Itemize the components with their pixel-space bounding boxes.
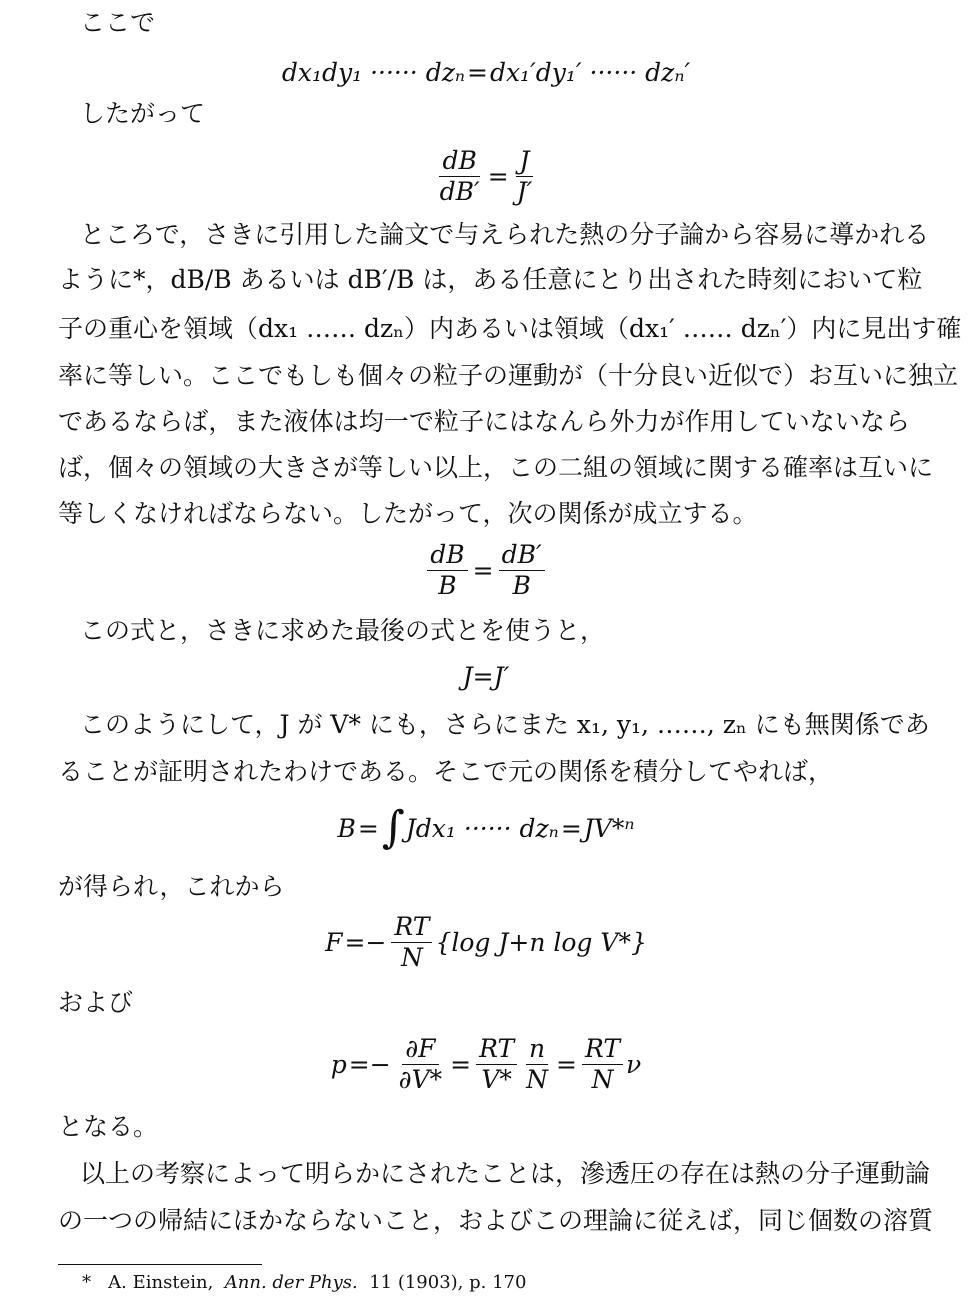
footnote-reference: 11 (1903), p. 170	[369, 1272, 527, 1293]
text-line: このようにして，J が V* にも，さらにまた x₁, y₁, ……, zₙ にも無関係であ	[80, 710, 930, 739]
text-line: および	[58, 988, 134, 1017]
denominator: N	[526, 1064, 549, 1094]
numerator: n	[526, 1035, 548, 1065]
denominator: N	[401, 942, 423, 972]
eq-sign: =	[450, 1049, 472, 1079]
fraction	[523, 1035, 551, 1094]
denominator: B	[438, 570, 457, 600]
denominator: B	[512, 570, 531, 600]
equation-integral-B	[0, 798, 972, 858]
numerator: dB	[427, 541, 467, 571]
equation-probability-equality	[0, 538, 972, 602]
eq-sign: =	[556, 1049, 577, 1079]
numerator: ∂F	[402, 1035, 438, 1065]
text-line: であるならば，また液体は均一で粒子にはなんら外力が作用していないなら	[58, 407, 910, 436]
equation-J-equals-Jprime	[0, 656, 972, 696]
footnote	[82, 1271, 526, 1295]
eq-term: JV*ⁿ	[583, 813, 635, 843]
fraction	[476, 1035, 517, 1094]
numerator: RT	[391, 913, 432, 943]
denominator: J′	[516, 176, 533, 206]
text-line: ように*，dB/B あるいは dB′/B は，ある任意にとり出された時刻において粒	[58, 265, 923, 294]
fraction	[499, 541, 545, 600]
eq-term: ν	[626, 1049, 642, 1079]
eq-sign: =	[487, 161, 509, 191]
denominator: dB′	[439, 176, 480, 206]
text-line: したがって	[80, 99, 206, 128]
footnote-rule	[58, 1264, 262, 1265]
eq-sign: =	[467, 57, 488, 87]
footnote-author: A. Einstein,	[108, 1272, 214, 1293]
eq-sign: =−	[344, 927, 387, 957]
footnote-journal: Ann. der Phys.	[224, 1272, 358, 1293]
equation-volume-elements	[0, 52, 972, 92]
integral-sign: ∫	[381, 802, 405, 853]
numerator: J	[516, 147, 532, 177]
text-line: となる。	[58, 1112, 159, 1141]
text-line: 率に等しい。ここでもしも個々の粒子の運動が（十分良い近似で）お互いに独立	[58, 361, 959, 390]
numerator: RT	[476, 1035, 517, 1065]
fraction	[391, 913, 432, 972]
fraction	[514, 147, 536, 206]
eq-term: {log J+n log V*}	[435, 927, 647, 957]
text-line: この式と，さきに求めた最後の式とを使うと，	[80, 616, 606, 645]
eq-term: p	[330, 1049, 347, 1079]
text-line: ることが証明されたわけである。そこで元の関係を積分してやれば，	[58, 757, 834, 786]
text-line: の一つの帰結にほかならないこと，およびこの理論に従えば，同じ個数の溶質	[58, 1206, 934, 1235]
text-line: ば，個々の領域の大きさが等しい以上，この二組の領域に関する確率は互いに	[58, 453, 934, 482]
text-line: ここで	[80, 8, 156, 37]
text-line: 以上の考察によって明らかにされたことは，滲透圧の存在は熱の分子運動論	[80, 1159, 931, 1188]
footnote-marker: *	[82, 1272, 91, 1293]
numerator: dB′	[499, 541, 545, 571]
equation-dB-ratio-J	[0, 144, 972, 208]
eq-term: B	[337, 813, 356, 843]
eq-sign: =	[560, 813, 582, 843]
fraction	[427, 541, 467, 600]
eq-term: F	[325, 927, 343, 957]
fraction	[582, 1035, 623, 1094]
eq-term: dx₁′dy₁′ ······ dzₙ′	[489, 57, 691, 87]
text-line: が得られ，これから	[58, 872, 285, 901]
numerator: RT	[582, 1035, 623, 1065]
text-line: 子の重心を領域（dx₁ …… dzₙ）内あるいは領域（dx₁′ …… dzₙ′）内に見出す確	[58, 314, 962, 343]
text-line: 等しくなければならない。したがって，次の関係が成立する。	[58, 499, 758, 528]
eq-term: Jdx₁ ······ dzₙ	[405, 813, 559, 843]
denominator: ∂V*	[398, 1064, 443, 1094]
eq-sign: =	[357, 813, 379, 843]
equation-free-energy-F	[0, 908, 972, 976]
numerator: dB	[439, 147, 479, 177]
eq-term: J=J′	[462, 661, 510, 691]
fraction	[437, 147, 483, 206]
denominator: N	[591, 1064, 614, 1094]
eq-sign: =	[472, 555, 494, 585]
equation-osmotic-pressure-p	[0, 1030, 972, 1098]
text-line: ところで，さきに引用した論文で与えられた熱の分子論から容易に導かれる	[80, 220, 930, 249]
fraction	[396, 1035, 445, 1094]
eq-sign: =−	[348, 1049, 391, 1079]
eq-term: dx₁dy₁ ······ dzₙ	[281, 57, 465, 87]
denominator: V*	[481, 1064, 512, 1094]
